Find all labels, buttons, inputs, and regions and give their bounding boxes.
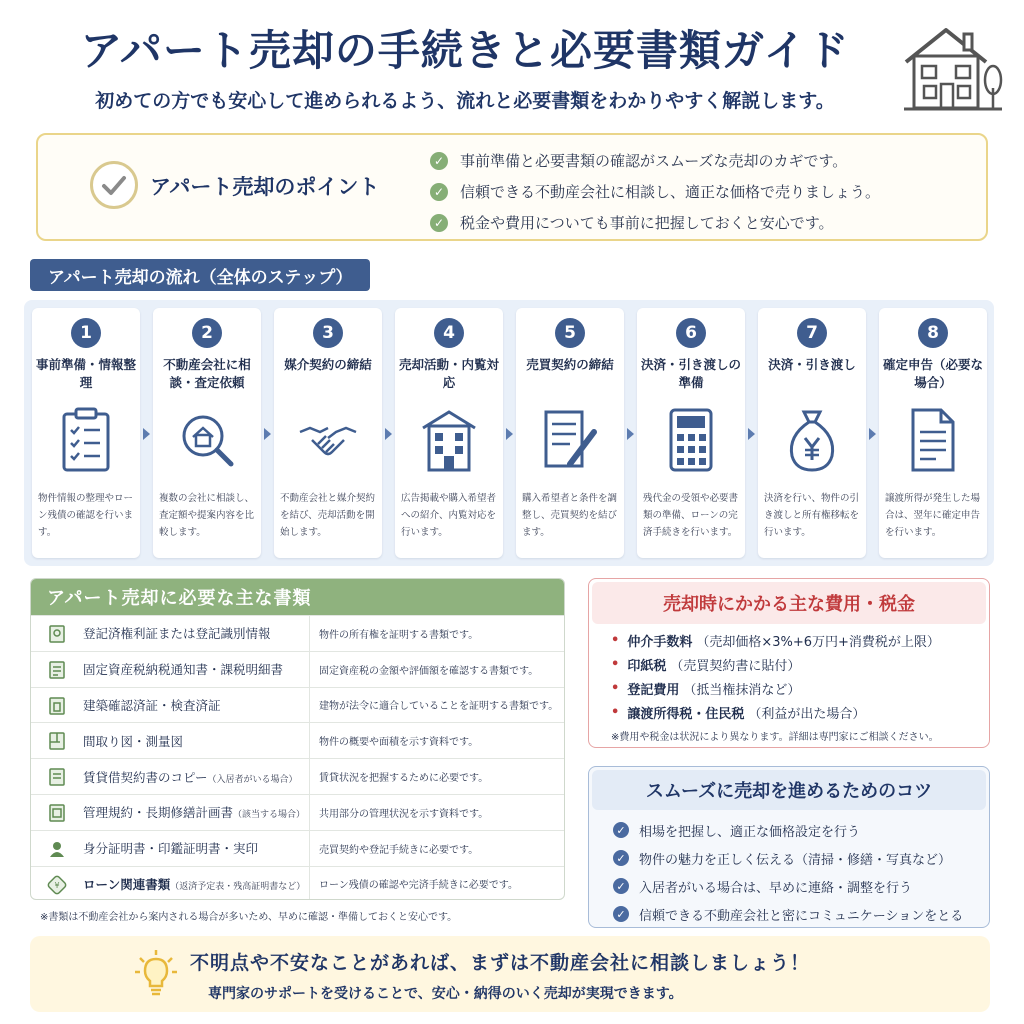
arrow-right-icon — [506, 428, 513, 440]
tips-list — [613, 816, 989, 928]
contract-pen-icon — [540, 406, 600, 474]
arrow-right-icon — [143, 428, 150, 440]
page-header — [0, 0, 1024, 125]
step-title: 媒介契約の締結 — [284, 357, 372, 372]
documents-footnote: ※書類は不動産会社から案内される場合が多いため、早めに確認・準備しておくと安心です。 — [40, 912, 458, 923]
check-badge-icon — [90, 161, 138, 209]
document-description: 売買契約や登記手続きに必要です。 — [319, 844, 479, 856]
arrow-right-icon — [869, 428, 876, 440]
tips-box — [588, 766, 990, 928]
points-item: ✓ 税金や費用についても事前に把握しておくと安心です。 — [430, 207, 980, 238]
step-description: 残代金の受領や必要書類の準備、ローンの完済手続きを行います。 — [643, 493, 739, 538]
document-row — [31, 687, 564, 723]
house-icon — [900, 22, 1004, 114]
tips-title: スムーズに売却を進めるためのコツ — [592, 770, 986, 810]
step-number: 1 — [71, 318, 101, 348]
step-number: 6 — [676, 318, 706, 348]
handshake-icon — [298, 406, 358, 474]
flow-step-4 — [395, 308, 503, 558]
step-description: 譲渡所得が発生した場合は、翌年に確定申告を行います。 — [885, 493, 981, 538]
management-rules-icon — [47, 803, 67, 823]
document-row — [31, 758, 564, 794]
flow-step-5 — [516, 308, 624, 558]
step-description: 複数の会社に相談し、査定額や提案内容を比較します。 — [159, 493, 255, 538]
tip-item: ✓ 信頼できる不動産会社と密にコミュニケーションをとる — [613, 900, 989, 928]
tip-item: ✓ 相場を把握し、適正な価格設定を行う — [613, 816, 989, 844]
document-name: 建築確認済証・検査済証 — [83, 697, 221, 713]
step-title: 事前準備・情報整理 — [35, 357, 136, 390]
certificate-icon — [47, 624, 67, 644]
step-number: 7 — [797, 318, 827, 348]
flow-step-3 — [274, 308, 382, 558]
documents-title: アパート売却に必要な主な書類 — [31, 579, 564, 615]
step-number: 8 — [918, 318, 948, 348]
check-icon: ✓ — [613, 906, 629, 922]
points-title: アパート売却のポイント — [150, 175, 380, 199]
step-title: 売却活動・内覧対応 — [398, 357, 499, 390]
tax-notice-icon — [47, 660, 67, 680]
step-description: 決済を行い、物件の引き渡しと所有権移転を行います。 — [764, 493, 860, 538]
costs-title: 売却時にかかる主な費用・税金 — [592, 582, 986, 624]
cost-item: • 仲介手数料 （売却価格×3%+6万円+消費税が上限） — [611, 632, 940, 650]
step-number: 3 — [313, 318, 343, 348]
step-title: 決済・引き渡し — [768, 357, 856, 372]
consult-banner — [30, 936, 990, 1012]
document-row — [31, 651, 564, 687]
check-icon: ✓ — [430, 183, 448, 201]
document-description: 建物が法令に適合していることを証明する書類です。 — [319, 701, 559, 713]
page-title: アパート売却の手続きと必要書類ガイド — [80, 26, 850, 75]
arrow-right-icon — [264, 428, 271, 440]
document-description: ローン残債の確認や完済手続きに必要です。 — [319, 880, 518, 892]
step-title: 確定申告（必要な場合） — [882, 357, 983, 390]
document-name: 登記済権利証または登記識別情報 — [83, 626, 271, 642]
step-description: 購入希望者と条件を調整し、売買契約を結びます。 — [522, 493, 618, 538]
floor-plan-icon — [47, 731, 67, 751]
svg-text:¥: ¥ — [54, 880, 60, 890]
document-description: 物件の所有権を証明する書類です。 — [319, 629, 479, 641]
document-row — [31, 615, 564, 651]
document-name: 管理規約・長期修繕計画書（該当する場合） — [83, 805, 305, 821]
lightbulb-icon — [134, 948, 178, 998]
loan-document-icon — [47, 875, 67, 895]
tip-item: ✓ 入居者がいる場合は、早めに連絡・調整を行う — [613, 872, 989, 900]
document-description: 物件の概要や面積を示す資料です。 — [319, 737, 479, 749]
step-description: 物件情報の整理やローン残債の確認を行います。 — [38, 493, 134, 538]
cost-item: • 印紙税 （売買契約書に貼付） — [611, 656, 801, 674]
banner-subtext: 専門家のサポートを受けることで、安心・納得のいく売却が実現できます。 — [208, 986, 683, 1002]
costs-note: ※費用や税金は状況により異なります。詳細は専門家にご相談ください。 — [611, 732, 939, 743]
document-name: ローン関連書類（返済予定表・残高証明書など） — [83, 876, 305, 892]
document-description: 固定資産税の金額や評価額を確認する書類です。 — [319, 665, 539, 677]
documents-table — [30, 578, 565, 900]
search-house-icon — [177, 406, 237, 474]
document-name: 間取り図・測量図 — [83, 733, 184, 749]
building-certificate-icon — [47, 696, 67, 716]
flow-step-6 — [637, 308, 745, 558]
points-list — [430, 145, 980, 238]
document-row — [31, 866, 564, 900]
flow-step-8 — [879, 308, 987, 558]
step-title: 売買契約の締結 — [526, 357, 614, 372]
step-number: 5 — [555, 318, 585, 348]
flow-panel — [24, 300, 994, 566]
document-name: 身分証明書・印鑑証明書・実印 — [83, 841, 259, 857]
check-icon: ✓ — [430, 152, 448, 170]
document-row — [31, 722, 564, 758]
calculator-icon — [661, 406, 721, 474]
points-item: ✓ 信頼できる不動産会社に相談し、適正な価格で売りましょう。 — [430, 176, 980, 207]
costs-list — [611, 628, 989, 724]
document-icon — [903, 406, 963, 474]
document-description: 共用部分の管理状況を示す資料です。 — [319, 808, 489, 820]
banner-headline: 不明点や不安なことがあれば、まずは不動産会社に相談しましょう！ — [190, 952, 811, 974]
check-icon: ✓ — [430, 214, 448, 232]
id-person-icon — [47, 839, 67, 859]
check-icon: ✓ — [613, 850, 629, 866]
step-number: 4 — [434, 318, 464, 348]
costs-box — [588, 578, 990, 748]
cost-item: • 登記費用 （抵当権抹消など） — [611, 680, 801, 698]
document-name: 賃貸借契約書のコピー（入居者がいる場合） — [83, 769, 298, 785]
points-item: ✓ 事前準備と必要書類の確認がスムーズな売却のカギです。 — [430, 145, 980, 176]
arrow-right-icon — [627, 428, 634, 440]
step-number: 2 — [192, 318, 222, 348]
check-icon: ✓ — [613, 822, 629, 838]
cost-item: • 譲渡所得税・住民税 （利益が出た場合） — [611, 704, 866, 722]
document-row — [31, 794, 564, 830]
step-title: 不動産会社に相談・査定依頼 — [163, 357, 251, 390]
building-icon — [419, 406, 479, 474]
money-bag-icon — [782, 406, 842, 474]
arrow-right-icon — [385, 428, 392, 440]
step-title: 決済・引き渡しの準備 — [640, 357, 741, 390]
lease-contract-icon — [47, 767, 67, 787]
points-box — [36, 133, 988, 241]
step-description: 不動産会社と媒介契約を結び、売却活動を開始します。 — [280, 493, 376, 538]
flow-section-label: アパート売却の流れ（全体のステップ） — [30, 259, 370, 291]
tip-item: ✓ 物件の魅力を正しく伝える（清掃・修繕・写真など） — [613, 844, 989, 872]
checklist-icon — [56, 406, 116, 474]
check-icon: ✓ — [613, 878, 629, 894]
document-row — [31, 830, 564, 866]
document-name: 固定資産税納税通知書・課税明細書 — [83, 662, 284, 678]
flow-step-2 — [153, 308, 261, 558]
flow-step-1 — [32, 308, 140, 558]
flow-step-7 — [758, 308, 866, 558]
step-description: 広告掲載や購入希望者への紹介、内覧対応を行います。 — [401, 493, 497, 538]
page-subtitle: 初めての方でも安心して進められるよう、流れと必要書類をわかりやすく解説します。 — [95, 90, 835, 112]
arrow-right-icon — [748, 428, 755, 440]
document-description: 賃貸状況を把握するために必要です。 — [319, 773, 489, 785]
